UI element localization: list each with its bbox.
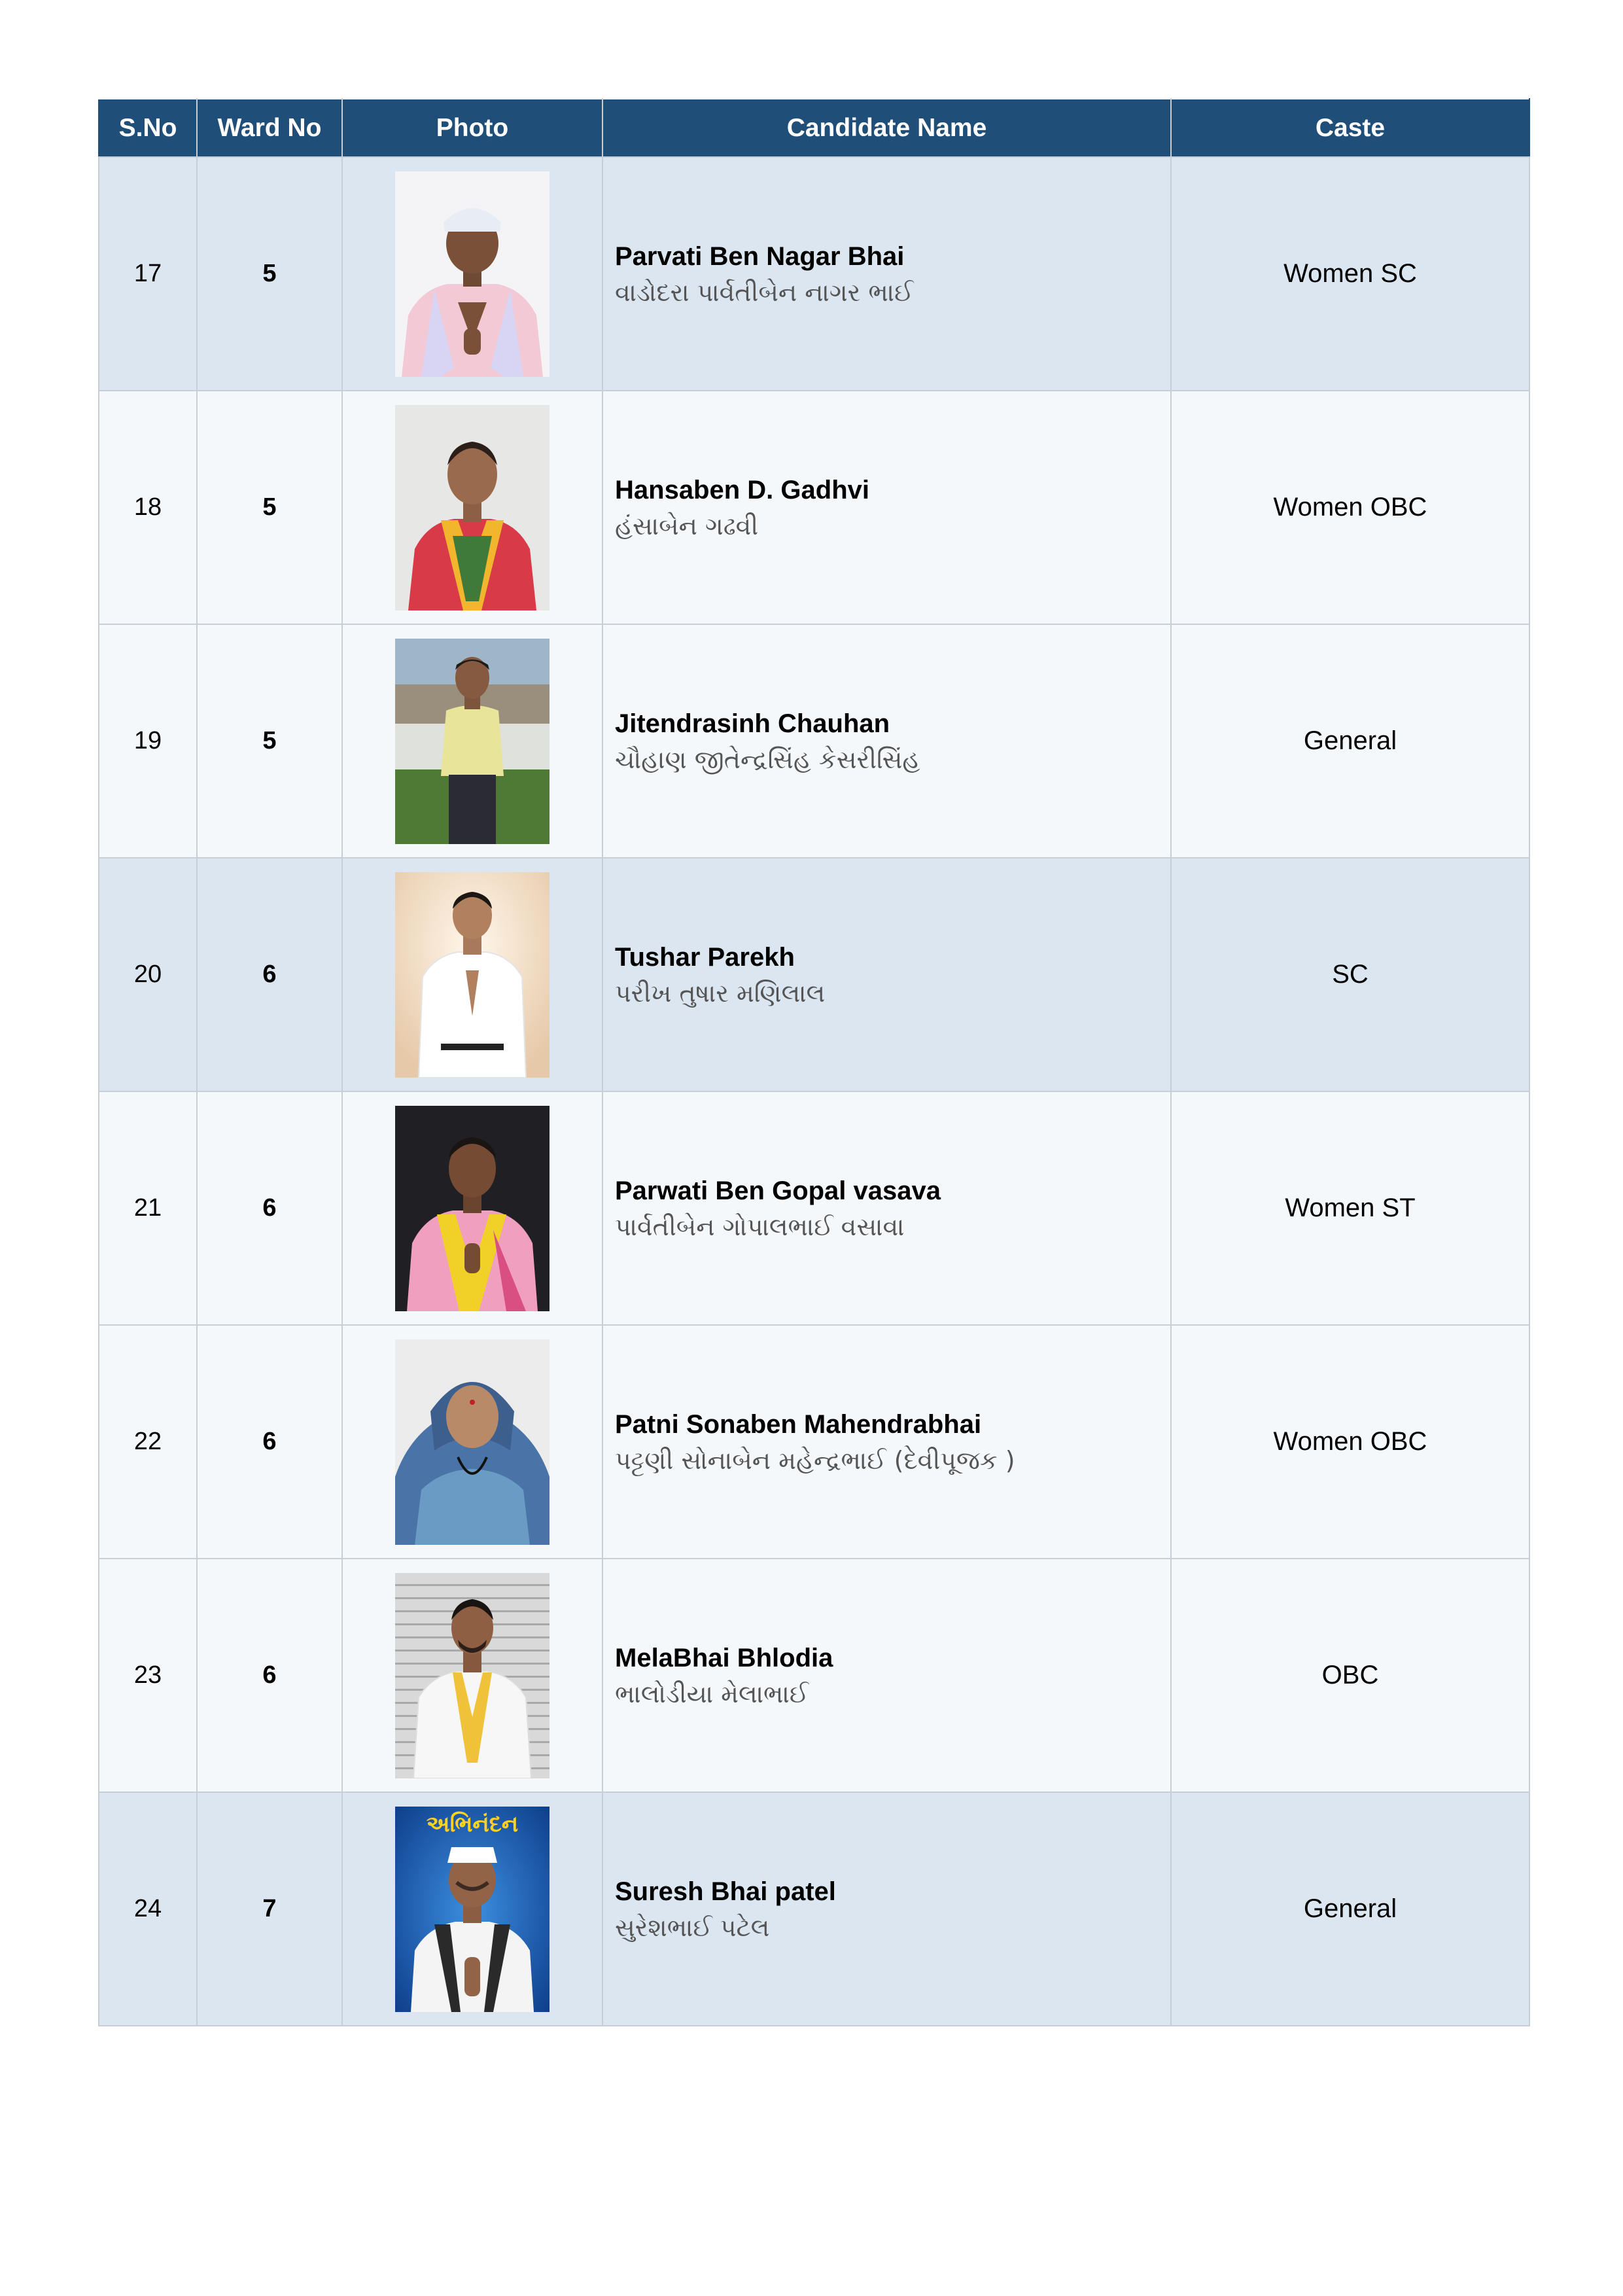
table-header-row	[99, 99, 1529, 157]
caste: OBC	[1171, 1559, 1529, 1792]
candidate-name-cell	[602, 1559, 1171, 1792]
table-row	[99, 1091, 1529, 1325]
table-row	[99, 1792, 1529, 2026]
candidate-photo	[395, 1339, 550, 1545]
ward-number: 5	[197, 391, 342, 624]
serial-number: 17	[99, 157, 197, 391]
header-ward-no: Ward No	[197, 99, 342, 157]
serial-number: 20	[99, 858, 197, 1091]
serial-number: 24	[99, 1792, 197, 2026]
photo-cell	[342, 624, 602, 858]
ward-number: 6	[197, 1559, 342, 1792]
candidate-name-gujarati: ભાલોડીયા મેલાભાઈ	[615, 1679, 809, 1708]
candidate-photo	[395, 872, 550, 1078]
header-candidate-name: Candidate Name	[602, 99, 1171, 157]
candidate-name-gujarati: પરીખ તુષાર મણિલાલ	[615, 978, 826, 1008]
serial-number: 22	[99, 1325, 197, 1559]
photo-cell	[342, 1559, 602, 1792]
candidate-name-english: MelaBhai Bhlodia	[615, 1643, 833, 1672]
ward-number: 5	[197, 157, 342, 391]
table-row	[99, 624, 1529, 858]
table-row	[99, 1325, 1529, 1559]
candidate-photo	[395, 1807, 550, 2012]
serial-number: 21	[99, 1091, 197, 1325]
caste: Women ST	[1171, 1091, 1529, 1325]
banner-text: અભિનંદન	[426, 1810, 519, 1837]
candidate-name-english: Jitendrasinh Chauhan	[615, 709, 890, 738]
table-row	[99, 858, 1529, 1091]
caste: SC	[1171, 858, 1529, 1091]
candidate-name-cell	[602, 1792, 1171, 2026]
ward-number: 6	[197, 1325, 342, 1559]
candidate-name-english: Suresh Bhai patel	[615, 1877, 836, 1906]
candidate-name-cell	[602, 858, 1171, 1091]
serial-number: 19	[99, 624, 197, 858]
candidate-name-gujarati: ચૌહાણ જીતેન્દ્રસિંહ કેસરીસિંહ	[615, 745, 920, 774]
candidate-name-english: Parwati Ben Gopal vasava	[615, 1176, 941, 1205]
photo-cell	[342, 858, 602, 1091]
candidate-name-cell	[602, 391, 1171, 624]
caste: Women OBC	[1171, 1325, 1529, 1559]
candidate-name-english: Hansaben D. Gadhvi	[615, 475, 869, 504]
candidate-name-english: Tushar Parekh	[615, 942, 795, 972]
caste: Women OBC	[1171, 391, 1529, 624]
candidate-photo	[395, 639, 550, 844]
caste: General	[1171, 1792, 1529, 2026]
candidate-name-cell	[602, 1091, 1171, 1325]
table-row	[99, 391, 1529, 624]
candidate-name-english: Parvati Ben Nagar Bhai	[615, 241, 905, 271]
candidate-name-gujarati: પટ્ટણી સોનાબેન મહેન્દ્રભાઈ (દેવીપૂજક )	[615, 1445, 1015, 1475]
candidate-photo	[395, 1106, 550, 1311]
photo-cell	[342, 1325, 602, 1559]
candidate-photo	[395, 171, 550, 377]
header-sno: S.No	[99, 99, 197, 157]
photo-cell	[342, 1091, 602, 1325]
candidate-photo	[395, 405, 550, 610]
table-row	[99, 1559, 1529, 1792]
candidate-name-cell	[602, 624, 1171, 858]
caste: Women SC	[1171, 157, 1529, 391]
header-photo: Photo	[342, 99, 602, 157]
caste: General	[1171, 624, 1529, 858]
photo-cell	[342, 1792, 602, 2026]
serial-number: 23	[99, 1559, 197, 1792]
ward-number: 7	[197, 1792, 342, 2026]
ward-number: 6	[197, 858, 342, 1091]
candidate-name-gujarati: વાડોદરા પાર્વતીબેન નાગર ભાઈ	[615, 277, 914, 307]
candidate-name-gujarati: પાર્વતીબેન ગોપાલભાઈ વસાવા	[615, 1212, 905, 1241]
candidate-photo	[395, 1573, 550, 1778]
photo-cell	[342, 391, 602, 624]
candidate-name-cell	[602, 157, 1171, 391]
serial-number: 18	[99, 391, 197, 624]
header-caste: Caste	[1171, 99, 1529, 157]
candidate-table	[98, 98, 1530, 2026]
photo-cell	[342, 157, 602, 391]
candidate-name-gujarati: હંસાબેન ગઢવી	[615, 511, 759, 540]
candidate-name-cell	[602, 1325, 1171, 1559]
candidate-name-english: Patni Sonaben Mahendrabhai	[615, 1409, 982, 1439]
ward-number: 6	[197, 1091, 342, 1325]
candidate-name-gujarati: સુરેશભાઈ પટેલ	[615, 1913, 770, 1942]
table-row	[99, 157, 1529, 391]
ward-number: 5	[197, 624, 342, 858]
